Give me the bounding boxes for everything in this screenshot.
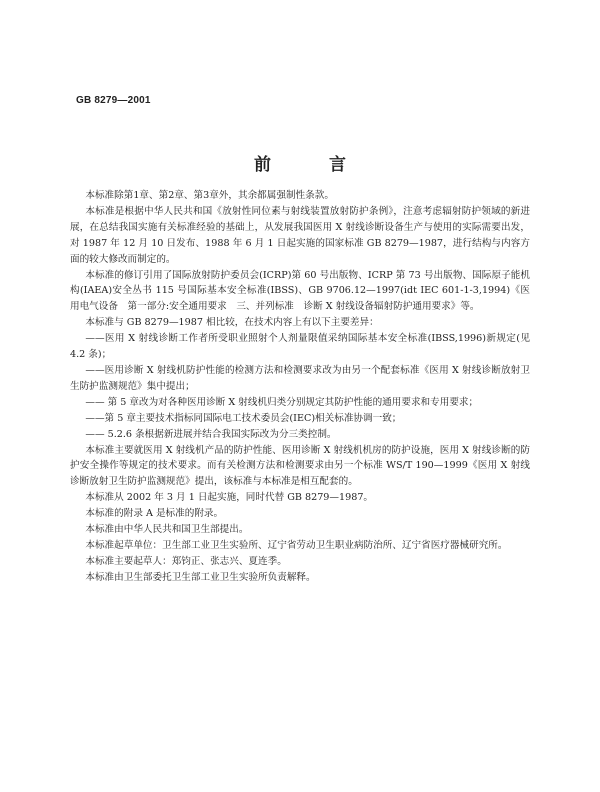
standard-number: GB 8279—2001	[76, 95, 151, 106]
paragraph: 本标准起草单位：卫生部工业卫生实验所、辽宁省劳动卫生职业病防治所、辽宁省医疗器械研究所。	[85, 539, 508, 551]
paragraph: 本标准由中华人民共和国卫生部提出。	[85, 524, 249, 536]
foreword-body	[70, 188, 530, 586]
paragraph: 本标准主要就医用 X 射线机产品的防护性能、医用诊断 X 射线机机房的防护设施，医用 X 射线诊断的防护安全操作等规定的技术要求。而有关检测方法和检测要求由另一个标准 WS/T 190—1999《医用 X 射线诊断放射卫生防护监测规范》提出，该标准与本标准是相互配套的。	[70, 444, 530, 488]
paragraph: 本标准与 GB 8279—1987 相比较，在技术内容上有以下主要差异：	[85, 317, 379, 329]
paragraph: 本标准的修订引用了国际放射防护委员会(ICRP)第 60 号出版物、ICRP 第 73 号出版物、国际原子能机构(IAEA)安全丛书 115 号国际基本安全标准(IBSS)、GB 9706.12—1997(idt IEC 601-1-3,1994)《医用电气设备 第一部分:安全通用要求 三、并列标准 诊断 X 射线设备辐射防护通用要求》等。	[70, 269, 530, 313]
list-item: —— 5.2.6 条根据新进展并结合我国实际改为分三类控制。	[85, 428, 337, 440]
paragraph: 本标准从 2002 年 3 月 1 日起实施，同时代替 GB 8279—1987。	[85, 492, 374, 504]
paragraph: 本标准除第1章、第2章、第3章外，其余都属强制性条款。	[85, 190, 334, 201]
page-title: 前 言	[254, 155, 372, 175]
paragraph: 本标准由卫生部委托卫生部工业卫生实验所负责解释。	[85, 571, 316, 583]
list-item: ——第 5 章主要技术指标同国际电工技术委员会(IEC)相关标准协调一致；	[85, 412, 402, 424]
paragraph: 本标准是根据中华人民共和国《放射性同位素与射线装置放射防护条例》，注意考虑辐射防护领域的新进展，在总结我国实施有关标准经验的基础上，从发展我国医用 X 射线诊断设备生产与使用的实际需要出发，对 1987 年 12 月 10 日发布、1988 年 6 月 1 日起实施的国家标准 GB 8279—1987，进行结构与内容方面的较大修改而制定的。	[70, 205, 530, 265]
paragraph: 本标准主要起草人：郑钧正、张志兴、夏连季。	[85, 555, 287, 567]
paragraph: 本标准的附录 A 是标准的附录。	[85, 508, 224, 520]
list-item: ——医用诊断 X 射线机防护性能的检测方法和检测要求改为由另一个配套标准《医用 X 射线诊断放射卫生防护监测规范》集中提出；	[70, 364, 530, 392]
list-item: —— 第 5 章改为对各种医用诊断 X 射线机归类分别规定其防护性能的通用要求和专用要求；	[85, 396, 479, 408]
list-item: ——医用 X 射线诊断工作者所受职业照射个人剂量限值采纳国际基本安全标准(IBSS,1996)新规定(见 4.2 条)；	[70, 333, 530, 361]
